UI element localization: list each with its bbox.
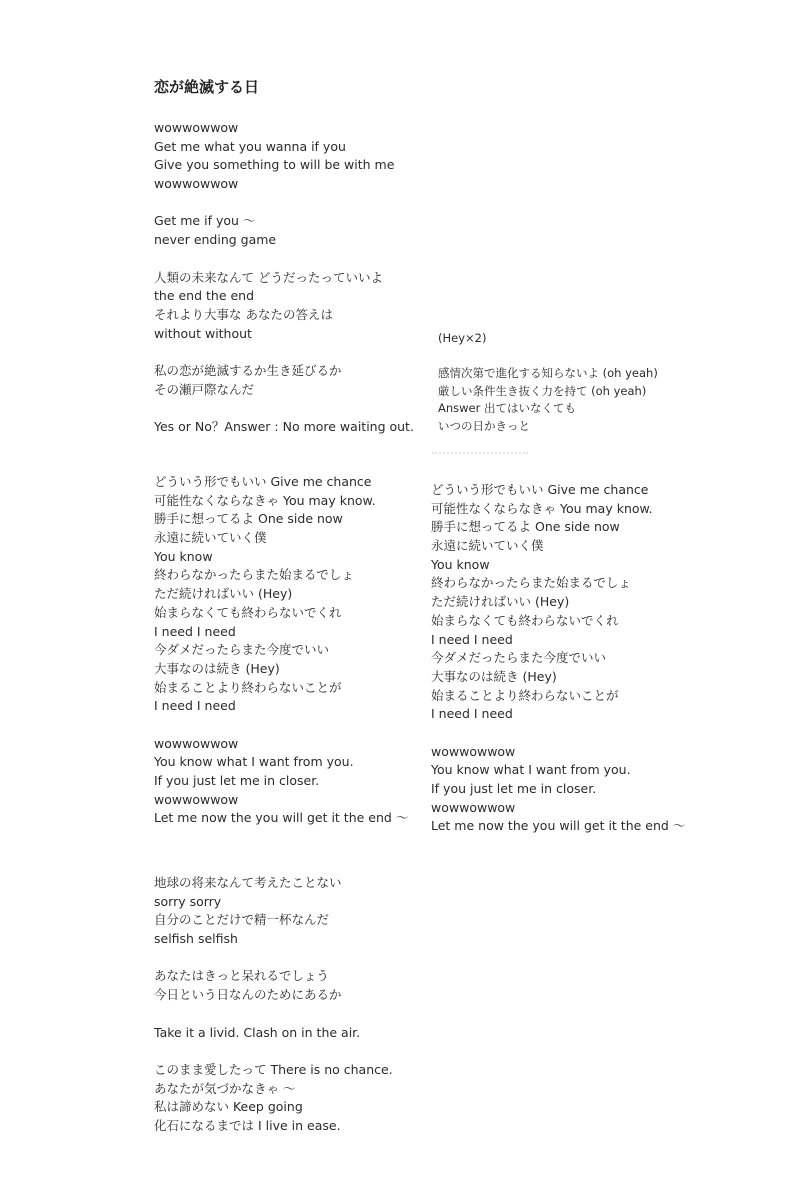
blank-line: [154, 949, 393, 968]
lyric-line: 今ダメだったらまた今度でいい: [154, 642, 330, 658]
blank-line: [154, 399, 414, 418]
lyric-line: 感情次第で進化する知らないよ (oh yeah): [438, 366, 658, 381]
lyric-line: I need I need: [154, 698, 236, 714]
lyric-line: Yes or No？Answer : No more waiting out.: [154, 419, 414, 434]
blank-line: [154, 716, 408, 735]
lyric-line: 今ダメだったらまた今度でいい: [431, 650, 607, 666]
blank-line: [154, 343, 414, 362]
lyric-line: 厳しい条件生き抜く力を持て (oh yeah): [438, 383, 647, 398]
lyric-line: あなたはきっと呆れるでしょう: [154, 968, 329, 984]
lyrics-block-intro: [154, 119, 414, 437]
lyric-line: sorry sorry: [154, 893, 222, 909]
lyric-line: 私は諦めない Keep going: [154, 1099, 303, 1115]
lyric-line: 勝手に想ってるよ One side now: [431, 519, 620, 535]
lyric-line: selfish selfish: [154, 931, 238, 947]
lyric-line: never ending game: [154, 232, 277, 248]
lyric-line: どういう形でもいい Give me chance: [431, 482, 649, 497]
lyric-line: I need I need: [154, 623, 236, 639]
lyric-line: 終わらなかったらまた始まるでしょ: [431, 575, 631, 591]
blank-line: [431, 724, 685, 743]
lyric-line: Let me now the you will get it the end 〜: [431, 818, 686, 834]
lyric-line: Get me what you wanna if you: [154, 138, 346, 154]
lyric-line: 始まることより終わらないことが: [154, 679, 342, 695]
faint-divider: [432, 452, 528, 454]
blank-line: [438, 348, 658, 366]
lyric-line: 地球の将来なんて考えたことない: [154, 875, 342, 890]
lyric-line: 可能性なくならなきゃ You may know.: [431, 500, 653, 516]
lyric-line: それより大事な あなたの答えは: [154, 306, 333, 322]
lyric-line: You know what I want from you.: [154, 754, 354, 770]
lyric-line: wowwowwow: [154, 735, 239, 751]
lyrics-block-bridge: [438, 330, 658, 436]
lyric-line: wowwowwow: [154, 791, 239, 807]
blank-line: [154, 194, 414, 213]
lyrics-title: 恋が絶滅する日: [154, 78, 260, 96]
lyric-line: 始まることより終わらないことが: [431, 687, 619, 703]
lyric-line: I need I need: [431, 631, 513, 647]
lyric-line: the end the end: [154, 288, 255, 304]
lyric-line: 始まらなくても終わらないでくれ: [431, 612, 619, 628]
lyric-line: ただ続ければいい (Hey): [154, 586, 293, 602]
blank-line: [154, 1005, 393, 1024]
lyric-line: Take it a livid. Clash on in the air.: [154, 1024, 361, 1040]
lyric-line: 終わらなかったらまた始まるでしょ: [154, 567, 354, 583]
lyric-line: wowwowwow: [431, 743, 516, 759]
lyric-line: 人類の未来なんて どうだったっていいよ: [154, 269, 383, 285]
lyric-line: ただ続ければいい (Hey): [431, 594, 570, 610]
blank-line: [154, 250, 414, 269]
lyric-line: 自分のことだけで精一杯なんだ: [154, 912, 330, 928]
lyric-line: Get me if you 〜: [154, 213, 256, 229]
lyric-line: 勝手に想ってるよ One side now: [154, 511, 343, 527]
lyric-line: If you just let me in closer.: [431, 781, 597, 796]
lyric-line: If you just let me in closer.: [154, 773, 320, 788]
lyric-line: wowwowwow: [154, 120, 239, 135]
lyrics-block-chorus-left: [154, 473, 408, 828]
lyric-line: 始まらなくても終わらないでくれ: [154, 604, 342, 620]
lyric-line: I need I need: [431, 706, 513, 722]
lyric-line: 可能性なくならなきゃ You may know.: [154, 492, 376, 508]
lyric-line: どういう形でもいい Give me chance: [154, 474, 372, 489]
lyric-line: You know: [154, 548, 213, 564]
lyric-line: wowwowwow: [431, 799, 516, 815]
lyric-line: 今日という日なんのためにあるか: [154, 987, 342, 1003]
lyric-line: このまま愛したって There is no chance.: [154, 1061, 393, 1077]
lyric-line: 永遠に続いていく僕: [154, 530, 267, 546]
lyric-line: いつの日かきっと: [438, 418, 530, 433]
lyric-line: You know: [431, 556, 490, 572]
lyric-line: wowwowwow: [154, 176, 239, 192]
blank-line: [154, 1042, 393, 1061]
lyric-line: あなたが気づかなきゃ 〜: [154, 1080, 296, 1096]
lyric-line: You know what I want from you.: [431, 762, 631, 778]
lyric-line: 私の恋が絶滅するか生き延びるか: [154, 362, 342, 378]
lyric-line: Let me now the you will get it the end 〜: [154, 810, 409, 826]
lyrics-block-verse-two: [154, 874, 393, 1136]
lyric-line: (Hey×2): [438, 331, 487, 345]
lyric-line: その瀬戸際なんだ: [154, 381, 255, 397]
lyric-line: 大事なのは続き (Hey): [431, 668, 557, 684]
lyric-line: without without: [154, 325, 252, 341]
lyric-line: Answer 出てはいなくても: [438, 401, 577, 416]
lyric-line: 永遠に続いていく僕: [431, 538, 544, 554]
lyrics-block-chorus-right: [431, 481, 685, 836]
lyric-line: Give you something to will be with me: [154, 157, 395, 173]
lyric-line: 化石になるまでは I live in ease.: [154, 1117, 341, 1133]
lyric-line: 大事なのは続き (Hey): [154, 660, 280, 676]
